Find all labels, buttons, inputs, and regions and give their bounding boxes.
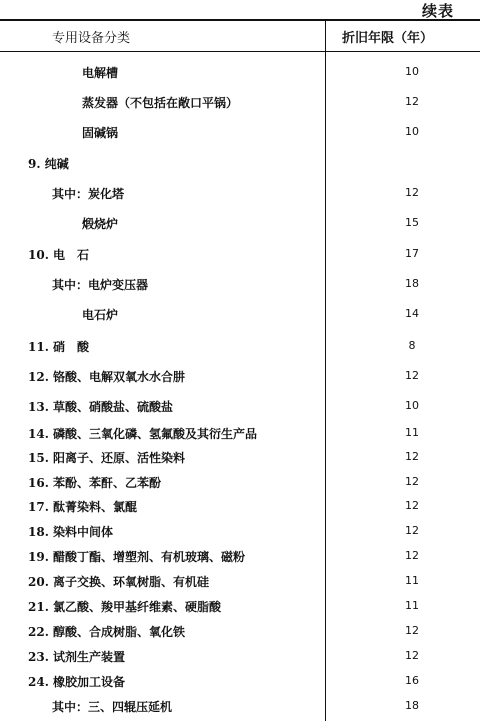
row-name: 电石炉 [82,308,119,322]
table-row [0,306,480,326]
row-years: 12 [405,549,419,562]
row-name: 电解槽 [82,66,119,80]
table-row [0,573,480,593]
table-top-rule [0,19,480,21]
table-row [0,698,480,718]
row-years: 10 [405,125,419,138]
table-row [0,648,480,668]
row-name: 19. 醋酸丁酯、增塑剂、有机玻璃、磁粉 [28,550,246,564]
table-row [0,523,480,543]
row-name: 21. 氯乙酸、羧甲基纤维素、硬脂酸 [28,600,222,614]
row-name: 其中：炭化塔 [52,187,125,201]
row-years: 8 [408,339,416,352]
table-row [0,398,480,418]
row-name: 24. 橡胶加工设备 [28,675,126,689]
row-years: 18 [405,699,419,712]
row-years: 12 [405,450,419,463]
row-name: 9. 纯碱 [28,157,69,171]
table-row [0,338,480,358]
row-years: 10 [405,65,419,78]
table-row [0,215,480,235]
row-name: 23. 试剂生产装置 [28,650,126,664]
row-name: 10. 电 石 [28,248,90,262]
table-row [0,449,480,469]
row-years: 10 [405,399,419,412]
row-years: 16 [405,674,419,687]
table-row [0,368,480,388]
table-row [0,185,480,205]
row-name: 12. 铬酸、电解双氧水水合肼 [28,370,186,384]
table-row [0,548,480,568]
continued-table-label: 续表 [421,2,454,20]
table-row [0,474,480,494]
table-row [0,673,480,693]
table-row [0,94,480,114]
header-years: 折旧年限（年） [342,31,434,46]
row-name: 20. 离子交换、环氧树脂、有机硅 [28,575,210,589]
row-name: 13. 草酸、硝酸盐、硫酸盐 [28,400,174,414]
header-bottom-rule [0,51,480,52]
row-years: 15 [405,216,419,229]
row-years: 12 [405,524,419,537]
row-years: 11 [405,426,419,439]
row-years: 12 [405,95,419,108]
table-row [0,246,480,266]
table-row [0,155,480,175]
row-name: 22. 醇酸、合成树脂、氧化铁 [28,625,186,639]
row-name: 18. 染料中间体 [28,525,114,539]
row-years: 11 [405,574,419,587]
row-years: 12 [405,624,419,637]
row-years: 14 [405,307,419,320]
row-years: 12 [405,649,419,662]
row-name: 11. 硝 酸 [28,340,90,354]
row-name: 17. 酞菁染料、氯醌 [28,500,138,514]
row-years: 18 [405,277,419,290]
row-years: 17 [405,247,419,260]
table-row [0,425,480,445]
table-row [0,498,480,518]
row-years: 11 [405,599,419,612]
row-name: 14. 磷酸、三氧化磷、氢氟酸及其衍生产品 [28,427,258,441]
row-name: 其中：三、四辊压延机 [52,700,173,714]
row-name: 其中：电炉变压器 [52,278,149,292]
table-row [0,124,480,144]
table-row [0,64,480,84]
row-name: 15. 阳离子、还原、活性染料 [28,451,186,465]
row-name: 煅烧炉 [82,217,119,231]
row-years: 12 [405,186,419,199]
row-name: 16. 苯酚、苯酐、乙苯酚 [28,476,162,490]
row-years: 12 [405,475,419,488]
header-category: 专用设备分类 [52,31,131,46]
row-years: 12 [405,499,419,512]
table-row [0,623,480,643]
row-name: 蒸发器（不包括在敞口平锅） [82,96,239,110]
table-row [0,276,480,296]
row-years: 12 [405,369,419,382]
row-name: 固碱锅 [82,126,119,140]
table-row [0,598,480,618]
